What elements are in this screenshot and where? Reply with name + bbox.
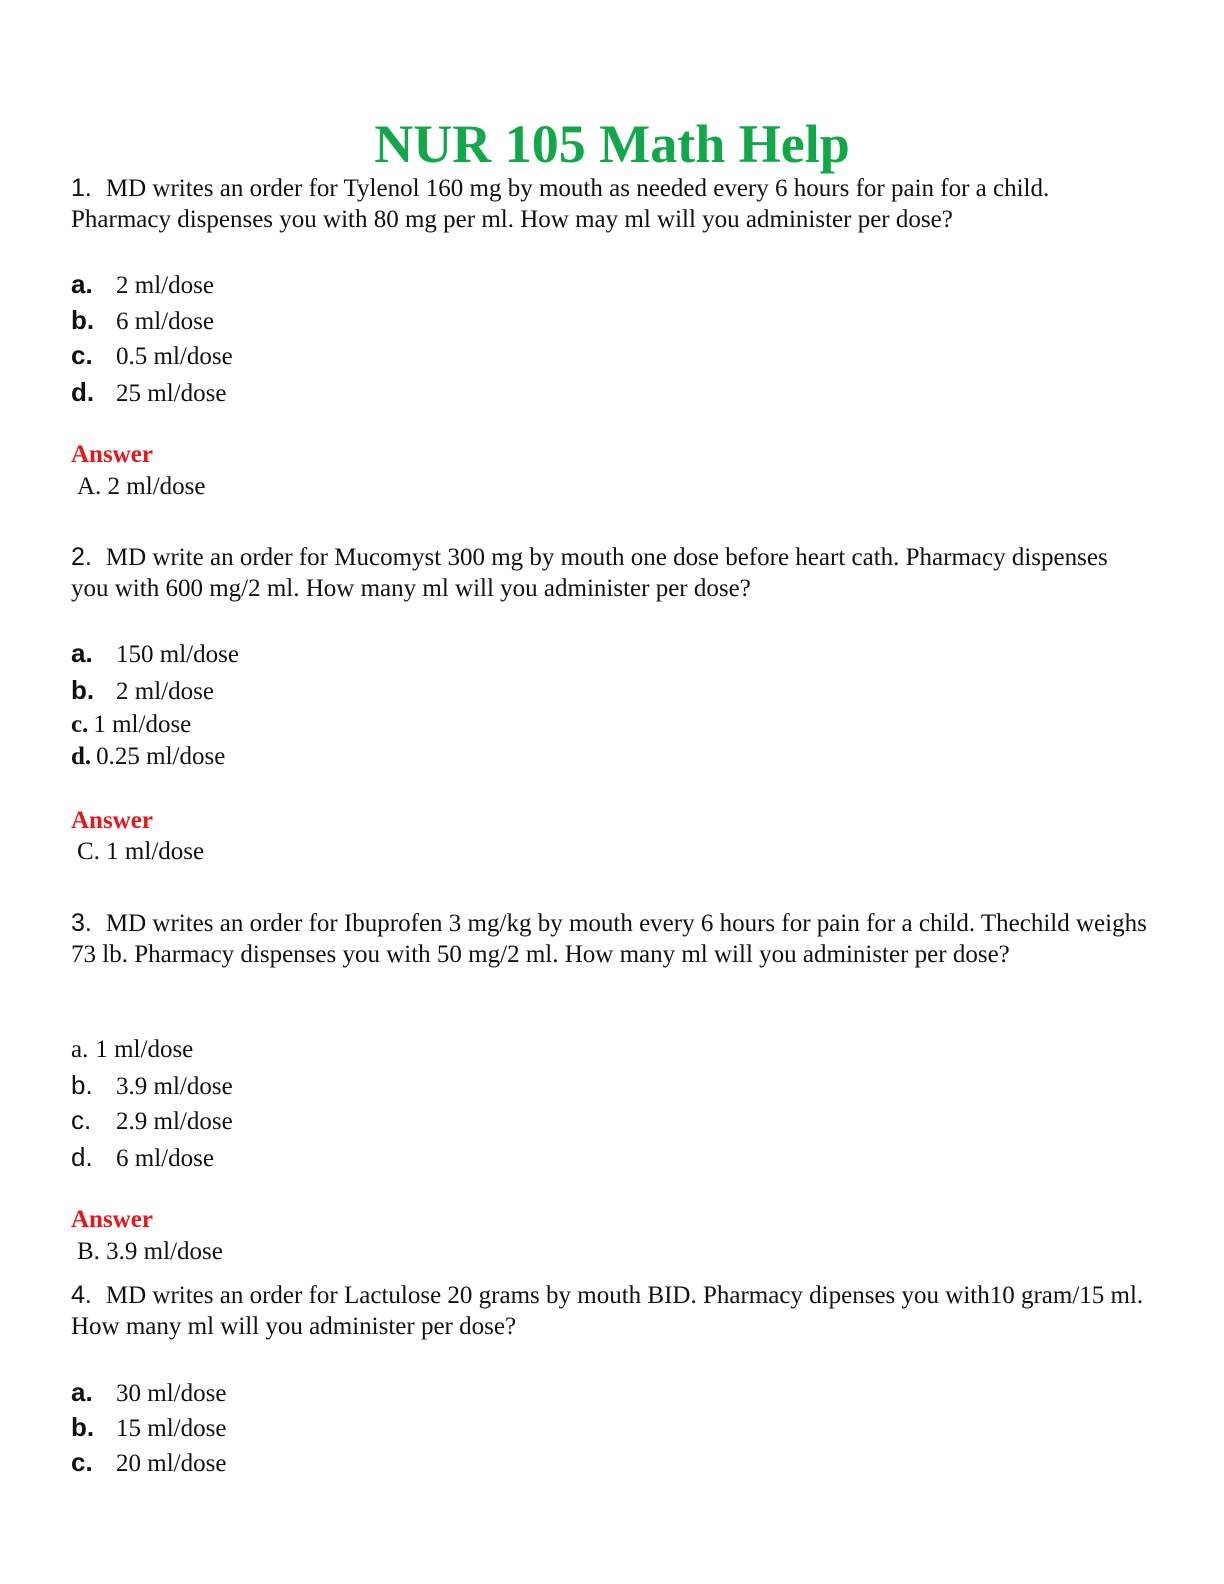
option-text: 150 ml/dose — [116, 641, 239, 668]
question-3 — [71, 908, 1151, 970]
question-number: 4. — [71, 1281, 92, 1309]
answer-3: B. 3.9 ml/dose — [77, 1238, 223, 1265]
question-text: MD write an order for Mucomyst 300 mg by mouth one dose before heart cath. Pharmacy dispenses you with 600 mg/2 ml. How many ml will you administer per dose? — [71, 544, 1108, 602]
option-1c — [71, 340, 233, 372]
option-3b — [71, 1070, 233, 1102]
option-2b — [71, 675, 214, 707]
option-letter: c. — [71, 1447, 93, 1477]
question-number: 1. — [71, 174, 92, 202]
option-3c — [71, 1105, 233, 1137]
option-2c — [71, 710, 191, 740]
option-4a — [71, 1377, 226, 1409]
option-1a — [71, 269, 214, 301]
option-text: 2 ml/dose — [116, 678, 214, 705]
option-3d — [71, 1142, 214, 1174]
question-text: MD writes an order for Ibuprofen 3 mg/kg by mouth every 6 hours for pain for a child. Thechild weighs 73 lb. Pharmacy dispenses you with 50 mg/2 ml. How many ml will you administer per dose? — [71, 910, 1147, 968]
option-text: 2 ml/dose — [116, 272, 214, 299]
option-letter: a. — [71, 1036, 89, 1063]
question-number: 2. — [71, 543, 92, 571]
option-letter: a. — [71, 1377, 93, 1407]
option-text: 20 ml/dose — [116, 1450, 227, 1477]
question-2 — [71, 542, 1151, 604]
option-text: 30 ml/dose — [116, 1380, 227, 1407]
option-1d — [71, 377, 226, 409]
option-letter: c. — [71, 340, 93, 370]
option-text: 1 ml/dose — [93, 711, 192, 738]
option-2a — [71, 638, 239, 670]
option-letter: c. — [71, 1105, 92, 1135]
option-text: 0.25 ml/dose — [96, 743, 226, 770]
question-text: MD writes an order for Lactulose 20 grams by mouth BID. Pharmacy dipenses you with10 gram/15 ml. How many ml will you administer per dose? — [71, 1282, 1144, 1340]
question-4 — [71, 1280, 1151, 1342]
option-text: 15 ml/dose — [116, 1415, 227, 1442]
option-letter: b. — [71, 305, 95, 335]
option-2d — [71, 742, 225, 772]
option-text: 0.5 ml/dose — [116, 343, 233, 370]
option-3a — [71, 1035, 193, 1065]
option-4c — [71, 1447, 226, 1479]
option-text: 6 ml/dose — [116, 1145, 214, 1172]
answer-label-3: Answer — [71, 1206, 153, 1233]
question-1 — [71, 173, 1151, 235]
option-text: 2.9 ml/dose — [116, 1108, 233, 1135]
answer-1: A. 2 ml/dose — [77, 473, 206, 500]
option-letter: b. — [71, 1070, 93, 1100]
option-letter: a. — [71, 269, 93, 299]
option-text: 3.9 ml/dose — [116, 1073, 233, 1100]
option-letter: c. — [71, 711, 89, 738]
option-1b — [71, 305, 214, 337]
option-text: 1 ml/dose — [95, 1036, 194, 1063]
option-letter: d. — [71, 377, 95, 407]
option-letter: d. — [71, 1142, 93, 1172]
option-letter: b. — [71, 675, 95, 705]
option-letter: a. — [71, 638, 93, 668]
option-letter: b. — [71, 1412, 95, 1442]
option-4b — [71, 1412, 226, 1444]
page-title: NUR 105 Math Help — [374, 114, 850, 175]
option-letter: d. — [71, 743, 92, 770]
answer-2: C. 1 ml/dose — [77, 838, 205, 865]
answer-label-2: Answer — [71, 807, 153, 834]
answer-label-1: Answer — [71, 441, 153, 468]
question-number: 3. — [71, 909, 92, 937]
option-text: 6 ml/dose — [116, 308, 214, 335]
question-text: MD writes an order for Tylenol 160 mg by mouth as needed every 6 hours for pain for a child. Pharmacy dispenses you with 80 mg per ml. How may ml will you administer per dose? — [71, 175, 1050, 233]
option-text: 25 ml/dose — [116, 380, 227, 407]
